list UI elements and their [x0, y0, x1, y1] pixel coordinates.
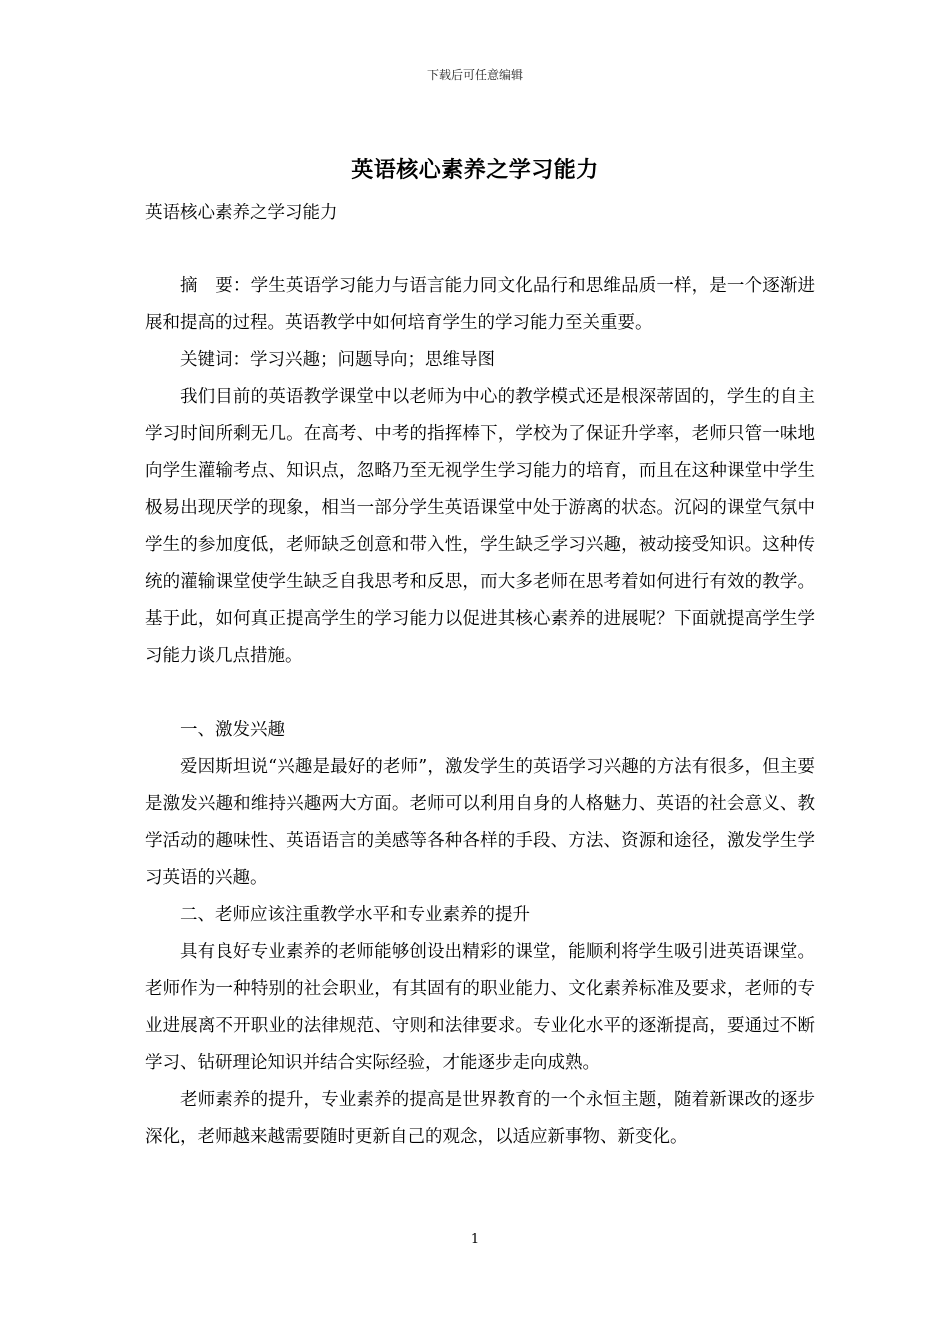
page-header: 下载后可任意编辑 [426, 68, 523, 82]
section-2-paragraph: 具有良好专业素养的老师能够创设出精彩的课堂，能顺利将学生吸引进英语课堂。老师作为一种特别的社会职业，有其固有的职业能力、文化素养标准及要求，老师的专业进展离不开职业的法律规范、守则和法律要求。专业化水平的逐渐提高，要通过不断学习、钻研理论知识并结合实际经验，才能逐步走向成熟。 [145, 942, 815, 1073]
paragraph-gap [145, 675, 815, 712]
document-title: 英语核心素养之学习能力 [351, 157, 599, 183]
keywords-line: 关键词：学习兴趣；问题导向；思维导图 [180, 350, 495, 370]
section-heading-1: 一、激发兴趣 [180, 720, 285, 740]
document-body [145, 268, 815, 1156]
abstract-paragraph: 摘 要：学生英语学习能力与语言能力同文化品行和思维品质一样，是一个逐渐进展和提高的过程。英语教学中如何培育学生的学习能力至关重要。 [145, 276, 815, 333]
intro-paragraph: 我们目前的英语教学课堂中以老师为中心的教学模式还是根深蒂固的，学生的自主学习时间所剩无几。在高考、中考的指挥棒下，学校为了保证升学率，老师只管一味地向学生灌输考点、知识点，忽略乃至无视学生学习能力的培育，而且在这种课堂中学生极易出现厌学的现象，相当一部分学生英语课堂中处于游离的状态。沉闷的课堂气氛中学生的参加度低，老师缺乏创意和带入性，学生缺乏学习兴趣，被动接受知识。这种传统的灌输课堂使学生缺乏自我思考和反思，而大多老师在思考着如何进行有效的教学。基于此，如何真正提高学生的学习能力以促进其核心素养的进展呢？下面就提高学生学习能力谈几点措施。 [145, 387, 815, 666]
section-1-paragraph: 爱因斯坦说“兴趣是最好的老师”，激发学生的英语学习兴趣的方法有很多，但主要是激发兴趣和维持兴趣两大方面。老师可以利用自身的人格魅力、英语的社会意义、教学活动的趣味性、英语语言的美感等各种各样的手段、方法、资源和途径，激发学生学习英语的兴趣。 [145, 757, 815, 888]
section-2-paragraph-2: 老师素养的提升，专业素养的提高是世界教育的一个永恒主题，随着新课改的逐步深化，老师越来越需要随时更新自己的观念，以适应新事物、新变化。 [145, 1090, 815, 1147]
document-subtitle: 英语核心素养之学习能力 [145, 203, 338, 223]
page-number: 1 [470, 1232, 480, 1247]
section-heading-2: 二、老师应该注重教学水平和专业素养的提升 [180, 905, 530, 925]
